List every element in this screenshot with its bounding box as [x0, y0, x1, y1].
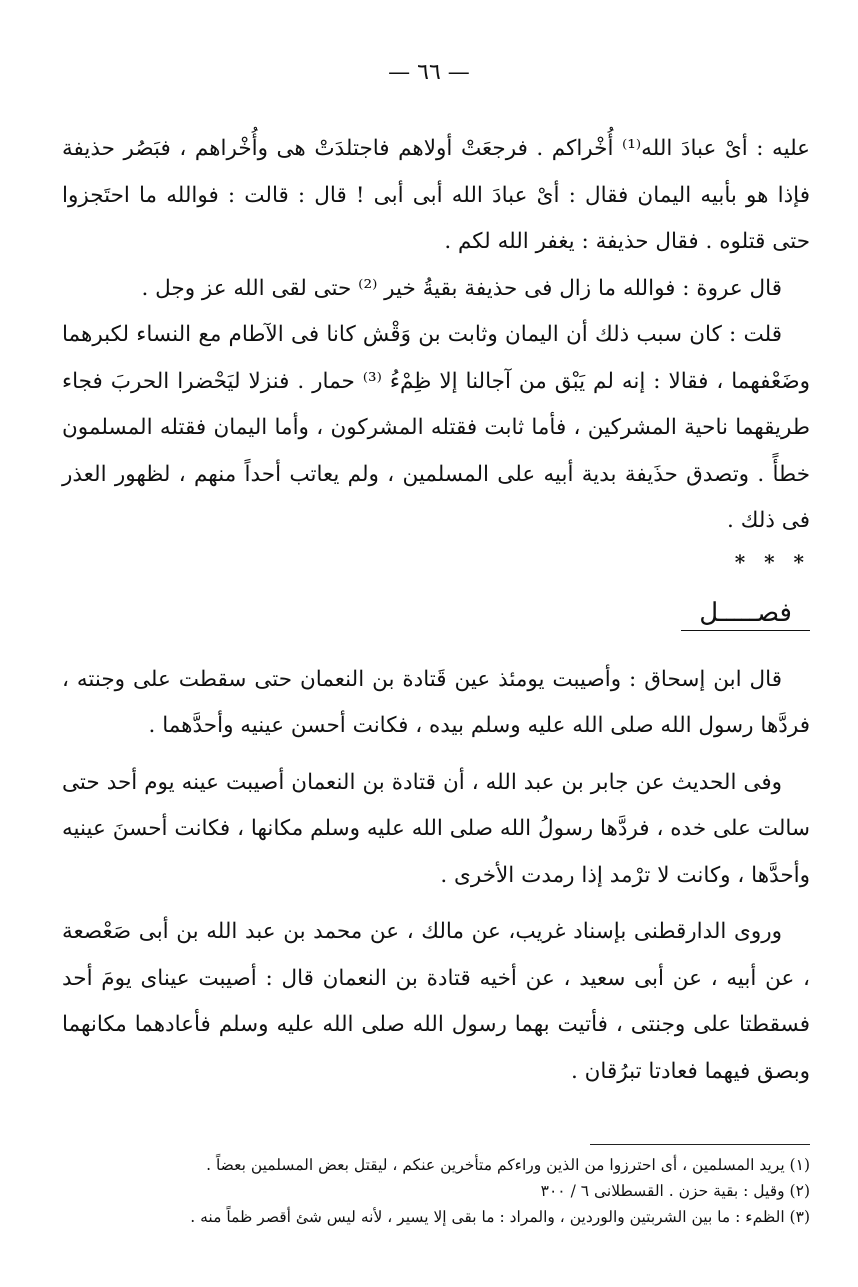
main-text	[62, 126, 810, 1095]
footnote: (٣) الظمء : ما بين الشربتين والوردين ، والمراد : ما بقى إلا يسير ، لأنه ليس شئ أقصر ظماً منه .	[190, 1208, 810, 1226]
section-separator: * * *	[734, 549, 810, 574]
footnote: (٢) وقيل : بقية حزن . القسطلانى ٦ / ٣٠٠	[540, 1182, 810, 1200]
paragraph: وروى الدارقطنى بإسناد غريب، عن مالك ، عن محمد بن عبد الله بن أبى صَعْصعة ، عن أبيه ، عن أبى سعيد ، عن أخيه قتادة بن النعمان قال : أصيبت عيناى يومَ أحد فسقطتا على وجنتى ، فأتيت بهما رسول الله صلى الله عليه وسلم فأعادهما مكانهما وبصق فيهما فعادتا تبرُقان .	[62, 919, 810, 1084]
paragraph: وفى الحديث عن جابر بن عبد الله ، أن قتادة بن النعمان أصيبت عينه يوم أحد حتى سالت على خده ، فردَّها رسولُ الله صلى الله عليه وسلم مكانها ، فكانت أحسنَ عينيه وأحدَّها ، وكانت لا ترْمد إذا رمدت الأخرى .	[62, 769, 810, 888]
section-heading	[62, 591, 810, 635]
footnote: (١) يريد المسلمين ، أى احترزوا من الذين وراءكم متأخرين عنكم ، ليقتل بعض المسلمين بعضاً .	[206, 1156, 810, 1174]
footnotes	[62, 1152, 810, 1230]
paragraph: قال ابن إسحاق : وأصيبت يومئذ عين قَتادة بن النعمان حتى سقطت على وجنته ، فردَّها رسول الله صلى الله عليه وسلم بيده ، فكانت أحسن عينيه وأحدَّهما .	[62, 666, 810, 738]
paragraph: عليه : أىْ عبادَ الله⁽¹⁾ أُخْراكم . فرجعَتْ أولاهم فاجتلدَتْ هى وأُخْراهم ، فبَصُر حذيفة فإذا هو بأبيه اليمان فقال : أىْ عبادَ الله أبى أبى ! قال : قالت : فوالله ما احتَجزوا حتى قتلوه . فقال حذيفة : يغفر الله لكم .	[62, 136, 811, 254]
paragraph: قال عروة : فوالله ما زال فى حذيفة بقيةُ خير ⁽²⁾ حتى لقى الله عز وجل .	[141, 275, 782, 301]
footnote-divider	[590, 1144, 810, 1145]
page-number: — ٦٦ —	[388, 60, 470, 85]
section-heading-text: فصـــــل	[681, 598, 810, 631]
paragraph: قلت : كان سبب ذلك أن اليمان وثابت بن وَقْش كانا فى الآطام مع النساء لكبرهما وضَعْفهما ، فقالا : إنه لم يَبْق من آجالنا إلا ظِمْءُ ⁽³⁾ حمار . فنزلا ليَحْضرا الحربَ فجاء طريقهما ناحية المشركين ، فأما ثابت فقتله المشركون ، وأما اليمان فقتله المسلمون خطأً . وتصدق حذَيفة بدية أبيه على المسلمين ، ولم يعاتب أحداً منهم ، لظهور العذر فى ذلك .	[62, 322, 811, 533]
